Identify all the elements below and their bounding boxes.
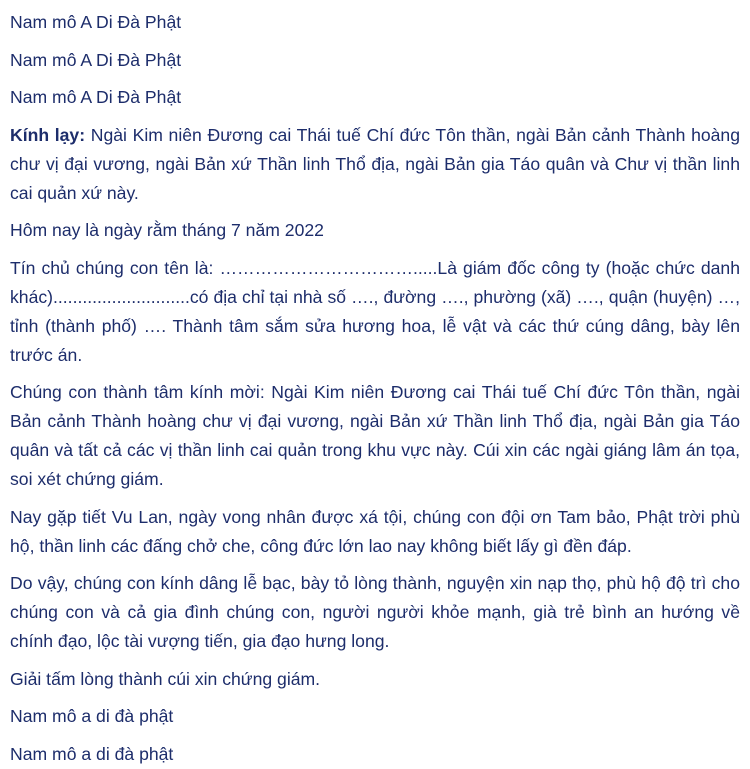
kinh-lay-paragraph <box>10 121 740 208</box>
kinh-moi-paragraph: Chúng con thành tâm kính mời: Ngài Kim niên Đương cai Thái tuế Chí đức Tôn thần, ngài Bản cảnh Thành hoàng chư vị đại vương, ngài Bản xứ Thần linh Thổ địa, ngài Bản gia Táo quân và tất cả các vị thần linh cai quản trong khu vực này. Cúi xin các ngài giáng lâm án tọa, soi xét chứng giám. <box>10 382 740 489</box>
namo-line-4: Nam mô a di đà phật <box>10 706 174 726</box>
kinh-lay-text: Ngài Kim niên Đương cai Thái tuế Chí đức Tôn thần, ngài Bản cảnh Thành hoàng chư vị đại vương, ngài Bản xứ Thần linh Thổ địa, ngài Bản gia Táo quân và Chư vị thần linh cai quản xứ này. <box>10 124 741 203</box>
tin-chu-paragraph: Tín chủ chúng con tên là: …………………………….....Là giám đốc công ty (hoặc chức danh khác)............................có địa chỉ tại nhà số …., đường …., phường (xã) …., quận (huyện) …, tỉnh (thành phố) …. Thành tâm sắm sửa hương hoa, lễ vật và các thứ cúng dâng, bày lên trước án. <box>10 257 740 365</box>
date-line: Hôm nay là ngày rằm tháng 7 năm 2022 <box>10 220 324 240</box>
namo-line-3: Nam mô A Di Đà Phật <box>10 87 182 107</box>
vu-lan-paragraph: Nay gặp tiết Vu Lan, ngày vong nhân được xá tội, chúng con đội ơn Tam bảo, Phật trời phù hộ, thần linh các đấng chở che, công đức lớn lao nay không biết lấy gì đền đáp. <box>10 506 740 556</box>
namo-line-1: Nam mô A Di Đà Phật <box>10 12 182 32</box>
namo-line-2: Nam mô A Di Đà Phật <box>10 49 182 70</box>
prayer-document <box>10 8 740 769</box>
do-vay-paragraph: Do vậy, chúng con kính dâng lễ bạc, bày tỏ lòng thành, nguyện xin nạp thọ, phù hộ độ trì cho chúng con và cả gia đình chúng con, người người khỏe mạnh, già trẻ bình an hướng về chính đạo, lộc tài vượng tiến, gia đạo hưng long. <box>10 573 740 651</box>
giai-tam-line: Giải tấm lòng thành cúi xin chứng giám. <box>10 668 321 689</box>
namo-line-5: Nam mô a di đà phật <box>10 743 174 764</box>
kinh-lay-label: Kính lạy: <box>10 124 86 145</box>
